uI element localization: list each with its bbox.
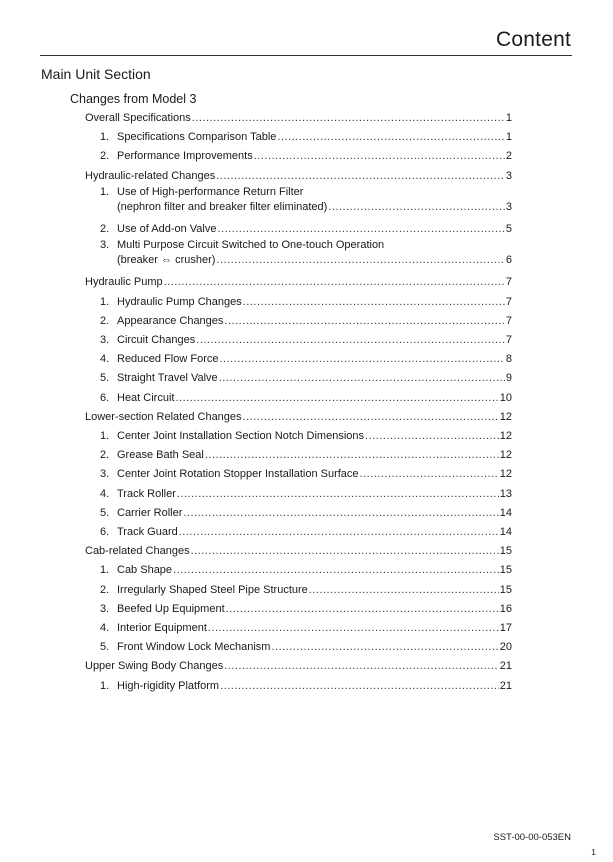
toc-entry-label: Front Window Lock Mechanism xyxy=(117,641,271,654)
toc-item-entry[interactable] xyxy=(100,129,512,146)
toc-item-entry[interactable] xyxy=(100,428,512,445)
dot-leader xyxy=(216,252,504,269)
toc-entry-label: Interior Equipment xyxy=(117,622,207,634)
toc-page-number: 7 xyxy=(505,295,512,308)
toc-section-entry[interactable] xyxy=(85,168,512,185)
toc-item-number: 2. xyxy=(100,150,110,163)
toc-section-entry[interactable] xyxy=(85,110,512,127)
toc-page-number: 15 xyxy=(499,545,512,558)
toc-item-entry[interactable] xyxy=(100,601,512,618)
dot-leader xyxy=(217,221,504,238)
toc-item-entry[interactable] xyxy=(100,524,512,541)
toc-entry-label: Carrier Roller xyxy=(117,506,183,519)
toc-item-entry[interactable] xyxy=(100,221,512,238)
toc-page-number: 7 xyxy=(505,314,512,327)
dot-leader xyxy=(177,486,499,503)
toc-entry-label: Hydraulic-related Changes xyxy=(85,169,216,182)
toc-item-number: 3. xyxy=(100,602,110,615)
toc-item-entry[interactable] xyxy=(100,678,512,695)
toc-page-number: 8 xyxy=(505,353,512,366)
dot-leader xyxy=(175,390,498,407)
toc-item-entry[interactable] xyxy=(100,447,512,464)
toc-page-number: 5 xyxy=(505,223,512,235)
dot-leader xyxy=(243,294,505,311)
toc-item-entry[interactable] xyxy=(100,562,512,579)
dot-leader xyxy=(328,199,505,216)
toc-page-number: 3 xyxy=(505,169,512,182)
toc-page-number: 14 xyxy=(499,506,512,519)
dot-leader xyxy=(192,110,505,127)
dot-leader xyxy=(365,428,499,445)
dot-leader xyxy=(208,620,499,637)
toc-page-number: 7 xyxy=(505,334,512,346)
subsection-heading: Changes from Model 3 xyxy=(70,92,197,106)
toc-entry-continuation[interactable] xyxy=(117,252,512,269)
toc-page-number: 12 xyxy=(499,449,512,462)
toc-item-entry[interactable] xyxy=(100,639,512,656)
dot-leader xyxy=(205,447,499,464)
toc-item-number: 5. xyxy=(100,372,110,385)
toc-entry-label: Center Joint Installation Section Notch Dimensions xyxy=(117,430,365,442)
toc-item-number: 2. xyxy=(100,223,110,235)
dot-leader xyxy=(224,313,504,330)
toc-item-number: 5. xyxy=(100,641,110,654)
toc-section-entry[interactable] xyxy=(85,658,512,675)
toc-page-number: 6 xyxy=(505,254,512,267)
toc-item-entry[interactable] xyxy=(100,466,512,483)
toc-entry-label: Circuit Changes xyxy=(117,334,196,346)
toc-page-number: 13 xyxy=(499,487,512,500)
toc-page-number: 12 xyxy=(499,468,512,481)
toc-page-number: 15 xyxy=(499,564,512,577)
toc-entry-label: Multi Purpose Circuit Switched to One-touch Operation xyxy=(117,239,385,252)
toc-item-number: 1. xyxy=(100,131,110,144)
toc-item-entry[interactable] xyxy=(100,486,512,503)
toc-item-entry[interactable] xyxy=(100,620,512,637)
dot-leader xyxy=(254,148,505,165)
dot-leader xyxy=(196,332,505,349)
toc-entry-label: Lower-section Related Changes xyxy=(85,410,242,423)
toc-page-number: 9 xyxy=(505,372,512,385)
toc-entry-label: Straight Travel Valve xyxy=(117,372,218,385)
toc-item-entry[interactable] xyxy=(100,351,512,368)
toc-item-entry[interactable] xyxy=(100,370,512,387)
toc-page-number: 2 xyxy=(505,150,512,163)
toc-item-entry[interactable] xyxy=(100,582,512,599)
dot-leader xyxy=(164,274,505,291)
toc-section-entry[interactable] xyxy=(85,274,512,291)
toc-entry-label: Reduced Flow Force xyxy=(117,353,219,366)
toc-entry-label: Performance Improvements xyxy=(117,150,253,163)
toc-item-number: 3. xyxy=(100,468,110,481)
toc-item-entry[interactable] xyxy=(100,148,512,165)
dot-leader xyxy=(191,543,499,560)
toc-page-number: 1 xyxy=(505,112,512,124)
dot-leader xyxy=(220,351,505,368)
toc-item-number: 4. xyxy=(100,487,110,500)
toc-entry-label: Track Roller xyxy=(117,487,176,500)
toc-item-number: 2. xyxy=(100,583,110,596)
dot-leader xyxy=(243,409,499,426)
toc-item-number: 6. xyxy=(100,526,110,538)
toc-entry-label: Hydraulic Pump xyxy=(85,276,163,289)
dot-leader xyxy=(309,582,499,599)
toc-entry-label: Use of High-performance Return Filter xyxy=(117,185,304,198)
toc-continuation-label: (breaker ⇔ crusher) xyxy=(117,254,216,267)
toc-entry-label: Beefed Up Equipment xyxy=(117,602,225,615)
toc-page-number: 21 xyxy=(499,679,512,692)
toc-entry-label: Upper Swing Body Changes xyxy=(85,660,224,673)
toc-item-number: 1. xyxy=(100,185,110,198)
toc-section-entry[interactable] xyxy=(85,543,512,560)
toc-entry-label: Cab-related Changes xyxy=(85,545,190,558)
toc-page-number: 16 xyxy=(499,602,512,615)
toc-page-number: 10 xyxy=(499,391,512,404)
toc-page-number: 14 xyxy=(499,526,512,538)
dot-leader xyxy=(220,678,499,695)
toc-item-number: 2. xyxy=(100,449,110,462)
toc-entry-label: Cab Shape xyxy=(117,564,173,577)
toc-entry-label: Overall Specifications xyxy=(85,112,191,124)
toc-item-number: 3. xyxy=(100,334,110,346)
main-section-heading: Main Unit Section xyxy=(41,66,151,82)
toc-item-number: 1. xyxy=(100,430,110,442)
dot-leader xyxy=(219,370,505,387)
toc-item-number: 4. xyxy=(100,622,110,634)
toc-page-number: 7 xyxy=(505,276,512,289)
toc-entry-label: Use of Add-on Valve xyxy=(117,223,217,235)
toc-item-number: 5. xyxy=(100,506,110,519)
toc-entry-label: Appearance Changes xyxy=(117,314,224,327)
toc-item-entry[interactable] xyxy=(100,294,512,311)
toc-entry-label: High-rigidity Platform xyxy=(117,679,220,692)
toc-page-number: 1 xyxy=(505,131,512,144)
toc-page-number: 12 xyxy=(499,410,512,423)
toc-page-number: 15 xyxy=(499,583,512,596)
document-code: SST-00-00-053EN xyxy=(493,832,571,843)
toc-section-entry[interactable] xyxy=(85,409,512,426)
toc-entry-label: Irregularly Shaped Steel Pipe Structure xyxy=(117,583,308,596)
toc-continuation-label: (nephron filter and breaker filter eliminated) xyxy=(117,200,328,213)
dot-leader xyxy=(216,168,505,185)
toc-item-entry[interactable] xyxy=(100,505,512,522)
title-rule xyxy=(40,55,572,56)
dot-leader xyxy=(226,601,499,618)
toc-entry-label: Grease Bath Seal xyxy=(117,449,204,462)
toc-entry-label: Specifications Comparison Table xyxy=(117,131,277,144)
toc-item-number: 4. xyxy=(100,353,110,366)
toc-page-number: 3 xyxy=(505,200,512,213)
dot-leader xyxy=(224,658,499,675)
toc-item-number: 1. xyxy=(100,679,110,692)
toc-item-number: 6. xyxy=(100,391,110,404)
toc-page-number: 17 xyxy=(499,622,512,634)
toc-entry-label: Hydraulic Pump Changes xyxy=(117,295,242,308)
toc-entry-label: Center Joint Rotation Stopper Installation Surface xyxy=(117,468,359,481)
toc-item-number: 2. xyxy=(100,314,110,327)
toc-item-number: 3. xyxy=(100,239,110,252)
toc-entry-continuation[interactable] xyxy=(117,199,512,216)
toc-entry-label: Heat Circuit xyxy=(117,391,175,404)
dot-leader xyxy=(277,129,504,146)
dot-leader xyxy=(183,505,498,522)
page-number: 1 xyxy=(591,847,596,857)
dot-leader xyxy=(360,466,499,483)
toc-page-number: 21 xyxy=(499,660,512,673)
toc-page-number: 12 xyxy=(499,430,512,442)
dot-leader xyxy=(179,524,499,541)
toc-item-entry[interactable] xyxy=(100,313,512,330)
toc-page-number: 20 xyxy=(499,641,512,654)
page-title: Content xyxy=(496,28,571,51)
toc-entry-label: Track Guard xyxy=(117,526,178,538)
dot-leader xyxy=(271,639,498,656)
toc-item-number: 1. xyxy=(100,295,110,308)
toc-item-entry[interactable] xyxy=(100,332,512,349)
toc-item-number: 1. xyxy=(100,564,110,577)
toc-item-entry[interactable] xyxy=(100,390,512,407)
dot-leader xyxy=(173,562,499,579)
